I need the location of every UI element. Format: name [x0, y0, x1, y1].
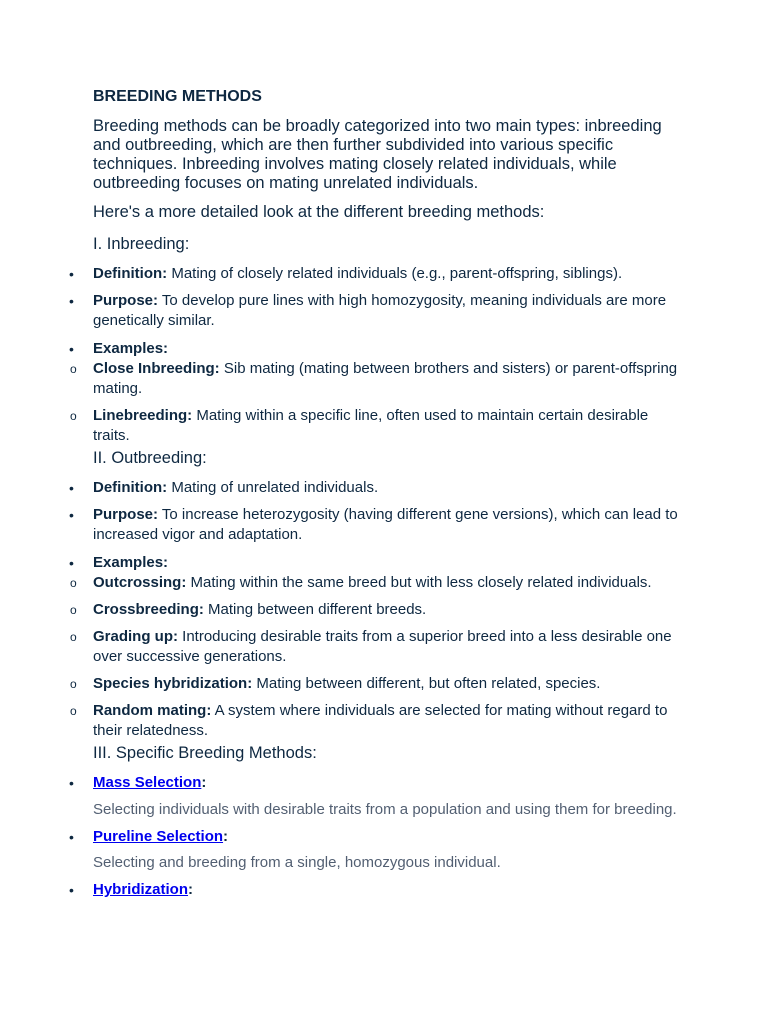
list-item — [70, 674, 683, 694]
link-colon: : — [188, 881, 194, 898]
item-label: Definition: — [93, 479, 168, 496]
item-label: Definition: — [93, 265, 168, 282]
sub-bullet-marker: o — [70, 704, 77, 718]
intro-paragraph: Breeding methods can be broadly categorized into two main types: inbreeding and outbreeding, which are then further subdivided into various specific techniques. Inbreeding involves mating closely related individuals, while outbreeding focuses on mating unrelated individuals. — [93, 117, 662, 192]
inbreeding-list — [69, 264, 683, 446]
bullet-marker: • — [69, 775, 74, 791]
list-item — [69, 553, 683, 573]
item-label: Linebreeding: — [93, 407, 193, 424]
item-text: Mating within the same breed but with less closely related individuals. — [186, 574, 652, 591]
document-page — [69, 87, 683, 900]
item-label: Grading up: — [93, 628, 178, 645]
list-item — [70, 627, 683, 667]
bullet-marker: • — [69, 293, 74, 309]
mass-selection-link[interactable]: Mass Selection — [93, 774, 202, 791]
sub-bullet-marker: o — [70, 362, 77, 376]
item-text: To increase heterozygosity (having different gene versions), which can lead to increased vigor and adaptation. — [93, 506, 678, 543]
item-text: Mating of closely related individuals (e.g., parent-offspring, siblings). — [167, 265, 623, 282]
list-item — [70, 573, 683, 593]
sub-bullet-marker: o — [70, 630, 77, 644]
list-item — [69, 291, 683, 331]
list-item — [69, 880, 683, 900]
item-label: Outcrossing: — [93, 574, 187, 591]
bullet-marker: • — [69, 341, 74, 357]
item-text: Mating within a specific line, often used to maintain certain desirable traits. — [93, 407, 649, 444]
bullet-marker: • — [69, 507, 74, 523]
pureline-selection-link[interactable]: Pureline Selection — [93, 828, 224, 845]
outbreeding-list — [69, 478, 683, 741]
item-label: Purpose: — [93, 506, 159, 523]
specific-methods-heading: III. Specific Breeding Methods: — [93, 744, 317, 762]
document-title: BREEDING METHODS — [93, 88, 262, 105]
sub-bullet-marker: o — [70, 576, 77, 590]
bullet-marker: • — [69, 555, 74, 571]
item-label: Species hybridization: — [93, 675, 253, 692]
sub-bullet-marker: o — [70, 603, 77, 617]
bullet-marker: • — [69, 266, 74, 282]
list-item — [70, 701, 683, 741]
link-colon: : — [223, 828, 229, 845]
bullet-marker: • — [69, 480, 74, 496]
list-item — [69, 478, 683, 498]
item-label: Examples: — [93, 554, 169, 571]
list-item — [69, 339, 683, 359]
list-item — [70, 600, 683, 620]
inbreeding-heading: I. Inbreeding: — [93, 235, 190, 253]
pureline-selection-description: Selecting and breeding from a single, homozygous individual. — [93, 854, 501, 871]
item-text: Mating of unrelated individuals. — [167, 479, 379, 496]
list-item — [69, 505, 683, 545]
item-text: Mating between different breeds. — [203, 601, 427, 618]
item-label: Examples: — [93, 340, 169, 357]
list-item — [69, 827, 683, 873]
mass-selection-description: Selecting individuals with desirable traits from a population and using them for breeding. — [93, 801, 677, 818]
item-text: A system where individuals are selected for mating without regard to their relatedness. — [93, 702, 668, 739]
list-item — [69, 264, 683, 284]
sub-bullet-marker: o — [70, 677, 77, 691]
outbreeding-heading: II. Outbreeding: — [93, 449, 207, 467]
specific-methods-list — [69, 773, 683, 900]
sub-bullet-marker: o — [70, 409, 77, 423]
item-text: Sib mating (mating between brothers and sisters) or parent-offspring mating. — [93, 360, 678, 397]
hybridization-link[interactable]: Hybridization — [93, 881, 189, 898]
bullet-marker: • — [69, 882, 74, 898]
link-colon: : — [201, 774, 207, 791]
list-item — [70, 406, 683, 446]
list-item — [70, 359, 683, 399]
item-text: Mating between different, but often related, species. — [252, 675, 601, 692]
list-item — [69, 773, 683, 820]
item-text: To develop pure lines with high homozygosity, meaning individuals are more genetically similar. — [93, 292, 667, 329]
item-label: Close Inbreeding: — [93, 360, 220, 377]
bullet-marker: • — [69, 829, 74, 845]
item-text: Introducing desirable traits from a superior breed into a less desirable one over successive generations. — [93, 628, 672, 665]
intro-lead-sentence: Here's a more detailed look at the different breeding methods: — [93, 203, 545, 221]
item-label: Crossbreeding: — [93, 601, 204, 618]
item-label: Purpose: — [93, 292, 159, 309]
item-label: Random mating: — [93, 702, 212, 719]
